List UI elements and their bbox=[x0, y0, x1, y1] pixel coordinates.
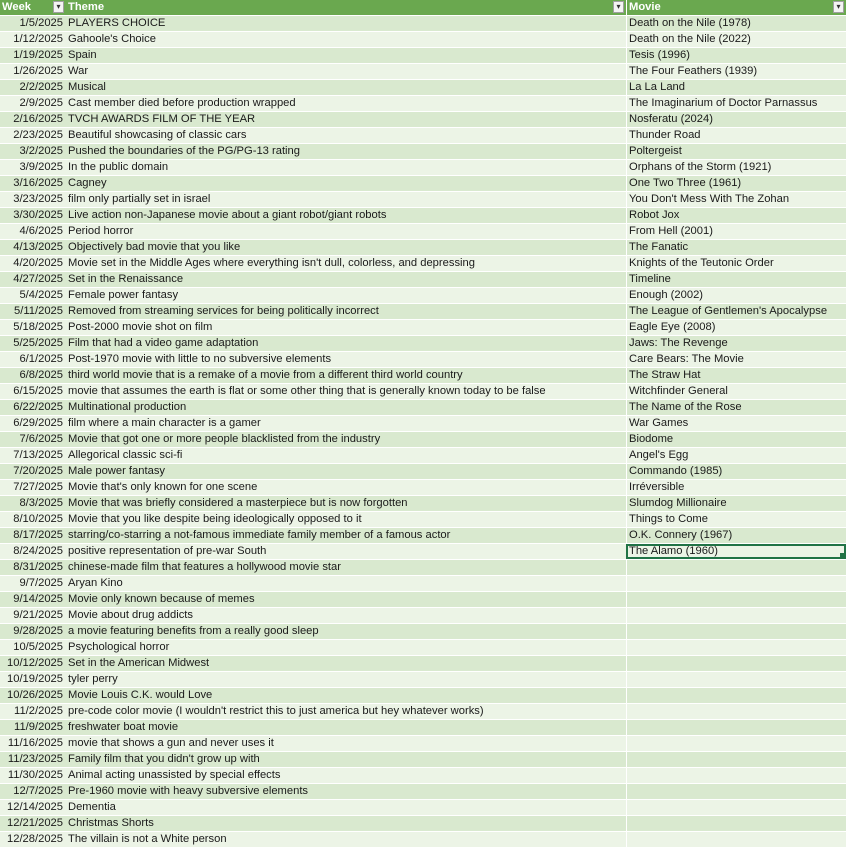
table-row bbox=[0, 32, 846, 48]
table-row bbox=[0, 608, 846, 624]
movie-cell[interactable]: Death on the Nile (2022) bbox=[626, 32, 846, 47]
filter-dropdown-icon[interactable]: ▾ bbox=[53, 1, 64, 13]
theme-cell[interactable]: Gahoole's Choice bbox=[68, 33, 156, 45]
week-cell[interactable]: 5/18/2025 bbox=[13, 321, 63, 333]
table-body bbox=[0, 16, 846, 848]
movie-cell[interactable]: The Four Feathers (1939) bbox=[626, 64, 846, 79]
movie-cell[interactable] bbox=[626, 784, 846, 799]
header-movie[interactable] bbox=[626, 0, 846, 15]
table-header-row bbox=[0, 0, 846, 16]
theme-cell[interactable]: Female power fantasy bbox=[68, 289, 179, 301]
week-cell[interactable]: 10/26/2025 bbox=[7, 689, 63, 701]
week-cell[interactable]: 12/7/2025 bbox=[13, 785, 63, 797]
movie-cell[interactable]: Commando (1985) bbox=[626, 464, 846, 479]
movie-cell[interactable]: Robot Jox bbox=[626, 208, 846, 223]
week-cell[interactable]: 4/13/2025 bbox=[13, 241, 63, 253]
table-row bbox=[0, 560, 846, 576]
table-row bbox=[0, 96, 846, 112]
theme-cell[interactable]: Christmas Shorts bbox=[68, 817, 154, 829]
week-cell[interactable]: 7/13/2025 bbox=[13, 449, 63, 461]
movie-cell[interactable]: One Two Three (1961) bbox=[626, 176, 846, 191]
week-cell[interactable]: 3/9/2025 bbox=[19, 161, 63, 173]
theme-cell[interactable]: freshwater boat movie bbox=[68, 721, 179, 733]
table-row bbox=[0, 432, 846, 448]
movie-cell[interactable]: Poltergeist bbox=[626, 144, 846, 159]
table-row bbox=[0, 272, 846, 288]
week-cell[interactable]: 6/1/2025 bbox=[19, 353, 63, 365]
header-week-label: Week bbox=[2, 1, 32, 13]
table-row bbox=[0, 544, 846, 560]
theme-cell[interactable]: Post-2000 movie shot on film bbox=[68, 321, 213, 333]
table-row bbox=[0, 496, 846, 512]
movie-cell[interactable]: Timeline bbox=[626, 272, 846, 287]
theme-cell[interactable]: Family film that you didn't grow up with bbox=[68, 753, 260, 765]
theme-cell[interactable]: Movie that got one or more people blacklisted from the industry bbox=[68, 433, 381, 445]
theme-cell[interactable]: Film that had a video game adaptation bbox=[68, 337, 259, 349]
table-row bbox=[0, 656, 846, 672]
week-cell[interactable]: 6/29/2025 bbox=[13, 417, 63, 429]
theme-cell[interactable]: Movie that's only known for one scene bbox=[68, 481, 258, 493]
week-cell[interactable]: 11/16/2025 bbox=[7, 737, 63, 749]
theme-cell[interactable]: movie that shows a gun and never uses it bbox=[68, 737, 274, 749]
week-cell[interactable]: 1/26/2025 bbox=[13, 65, 63, 77]
week-cell[interactable]: 10/12/2025 bbox=[7, 657, 63, 669]
week-cell[interactable]: 11/30/2025 bbox=[7, 769, 63, 781]
movie-cell[interactable] bbox=[626, 560, 846, 575]
week-cell[interactable]: 2/23/2025 bbox=[13, 129, 63, 141]
table-row bbox=[0, 192, 846, 208]
week-cell[interactable]: 4/27/2025 bbox=[13, 273, 63, 285]
table-row bbox=[0, 16, 846, 32]
week-cell[interactable]: 7/6/2025 bbox=[19, 433, 63, 445]
table-row bbox=[0, 768, 846, 784]
theme-cell[interactable]: In the public domain bbox=[68, 161, 169, 173]
movie-cell[interactable]: Care Bears: The Movie bbox=[626, 352, 846, 367]
movie-cell[interactable]: The Straw Hat bbox=[626, 368, 846, 383]
table-row bbox=[0, 224, 846, 240]
movie-cell[interactable] bbox=[626, 736, 846, 751]
header-movie-label: Movie bbox=[629, 1, 661, 13]
theme-cell[interactable]: tyler perry bbox=[68, 673, 118, 685]
movie-cell[interactable]: The Imaginarium of Doctor Parnassus bbox=[626, 96, 846, 111]
movie-cell[interactable] bbox=[626, 816, 846, 831]
theme-cell[interactable]: Movie that was briefly considered a masterpiece but is now forgotten bbox=[68, 497, 408, 509]
table-row bbox=[0, 240, 846, 256]
movie-cell[interactable]: Jaws: The Revenge bbox=[626, 336, 846, 351]
week-cell[interactable]: 7/27/2025 bbox=[13, 481, 63, 493]
movie-cell[interactable]: Angel's Egg bbox=[626, 448, 846, 463]
theme-cell[interactable]: starring/co-starring a not-famous immediate family member of a famous actor bbox=[68, 529, 451, 541]
header-theme[interactable] bbox=[66, 0, 626, 15]
table-row bbox=[0, 288, 846, 304]
theme-cell[interactable]: Objectively bad movie that you like bbox=[68, 241, 241, 253]
movie-cell[interactable] bbox=[626, 576, 846, 591]
movie-cell[interactable] bbox=[626, 672, 846, 687]
week-cell[interactable]: 2/9/2025 bbox=[19, 97, 63, 109]
theme-cell[interactable]: TVCH AWARDS FILM OF THE YEAR bbox=[68, 113, 256, 125]
table-row bbox=[0, 512, 846, 528]
theme-cell[interactable]: PLAYERS CHOICE bbox=[68, 17, 166, 29]
table-row bbox=[0, 160, 846, 176]
movie-cell[interactable]: La La Land bbox=[626, 80, 846, 95]
movie-cell[interactable]: The League of Gentlemen's Apocalypse bbox=[626, 304, 846, 319]
movie-cell[interactable]: From Hell (2001) bbox=[626, 224, 846, 239]
theme-cell[interactable]: Movie set in the Middle Ages where everything isn't dull, colorless, and depressing bbox=[68, 257, 475, 269]
table-row bbox=[0, 672, 846, 688]
week-cell[interactable]: 2/2/2025 bbox=[19, 81, 63, 93]
theme-cell[interactable]: Dementia bbox=[68, 801, 116, 813]
filter-dropdown-icon[interactable]: ▾ bbox=[613, 1, 624, 13]
theme-cell[interactable]: Movie that you like despite being ideologically opposed to it bbox=[68, 513, 362, 525]
week-cell[interactable]: 9/7/2025 bbox=[19, 577, 63, 589]
movie-cell[interactable]: Enough (2002) bbox=[626, 288, 846, 303]
movie-cell[interactable] bbox=[626, 704, 846, 719]
theme-cell[interactable]: Musical bbox=[68, 81, 106, 93]
week-cell[interactable]: 2/16/2025 bbox=[13, 113, 63, 125]
theme-cell[interactable]: film where a main character is a gamer bbox=[68, 417, 261, 429]
theme-cell[interactable]: Pushed the boundaries of the PG/PG-13 rating bbox=[68, 145, 300, 157]
table-row bbox=[0, 128, 846, 144]
theme-cell[interactable]: Allegorical classic sci-fi bbox=[68, 449, 183, 461]
week-cell[interactable]: 8/3/2025 bbox=[19, 497, 63, 509]
week-cell[interactable]: 6/15/2025 bbox=[13, 385, 63, 397]
table-row bbox=[0, 256, 846, 272]
theme-cell[interactable]: Male power fantasy bbox=[68, 465, 166, 477]
table-row bbox=[0, 832, 846, 848]
theme-cell[interactable]: Aryan Kino bbox=[68, 577, 123, 589]
theme-cell[interactable]: Pre-1960 movie with heavy subversive elements bbox=[68, 785, 309, 797]
week-cell[interactable]: 1/19/2025 bbox=[13, 49, 63, 61]
movie-cell[interactable] bbox=[626, 800, 846, 815]
week-cell[interactable]: 11/2/2025 bbox=[14, 705, 63, 717]
week-cell[interactable]: 3/16/2025 bbox=[13, 177, 63, 189]
theme-cell[interactable]: Live action non-Japanese movie about a giant robot/giant robots bbox=[68, 209, 387, 221]
table-row bbox=[0, 752, 846, 768]
table-row bbox=[0, 816, 846, 832]
week-cell[interactable]: 10/19/2025 bbox=[7, 673, 63, 685]
movie-cell[interactable] bbox=[626, 720, 846, 735]
movie-cell[interactable]: Irréversible bbox=[626, 480, 846, 495]
week-cell[interactable]: 11/9/2025 bbox=[14, 721, 63, 733]
table-row bbox=[0, 784, 846, 800]
theme-cell[interactable]: Animal acting unassisted by special effects bbox=[68, 769, 281, 781]
week-cell[interactable]: 4/20/2025 bbox=[13, 257, 63, 269]
movie-cell[interactable] bbox=[626, 592, 846, 607]
movie-cell[interactable]: The Name of the Rose bbox=[626, 400, 846, 415]
table-row bbox=[0, 352, 846, 368]
theme-cell[interactable]: Movie about drug addicts bbox=[68, 609, 194, 621]
movie-cell[interactable]: The Fanatic bbox=[626, 240, 846, 255]
filter-dropdown-icon[interactable]: ▾ bbox=[833, 1, 844, 13]
table-row bbox=[0, 176, 846, 192]
movie-cell[interactable] bbox=[626, 688, 846, 703]
week-cell[interactable]: 5/25/2025 bbox=[13, 337, 63, 349]
week-cell[interactable]: 5/11/2025 bbox=[14, 305, 63, 317]
table-row bbox=[0, 64, 846, 80]
theme-cell[interactable]: Set in the Renaissance bbox=[68, 273, 184, 285]
week-cell[interactable]: 11/23/2025 bbox=[7, 753, 63, 765]
week-cell[interactable]: 3/2/2025 bbox=[19, 145, 63, 157]
header-week[interactable] bbox=[0, 0, 66, 15]
week-cell[interactable]: 9/21/2025 bbox=[13, 609, 63, 621]
movie-cell[interactable] bbox=[626, 768, 846, 783]
table-row bbox=[0, 400, 846, 416]
theme-cell[interactable]: Spain bbox=[68, 49, 97, 61]
movie-cell[interactable]: Things to Come bbox=[626, 512, 846, 527]
theme-cell[interactable]: Multinational production bbox=[68, 401, 187, 413]
theme-cell[interactable]: chinese-made film that features a hollywood movie star bbox=[68, 561, 341, 573]
table-row bbox=[0, 592, 846, 608]
week-cell[interactable]: 8/17/2025 bbox=[13, 529, 63, 541]
theme-cell[interactable]: Removed from streaming services for being politically incorrect bbox=[68, 305, 379, 317]
week-cell[interactable]: 7/20/2025 bbox=[13, 465, 63, 477]
movie-cell[interactable]: War Games bbox=[626, 416, 846, 431]
table-row bbox=[0, 384, 846, 400]
table-row bbox=[0, 528, 846, 544]
table-row bbox=[0, 208, 846, 224]
table-row bbox=[0, 448, 846, 464]
week-cell[interactable]: 12/21/2025 bbox=[7, 817, 63, 829]
theme-cell[interactable]: The villain is not a White person bbox=[68, 833, 227, 845]
theme-cell[interactable]: Cast member died before production wrapped bbox=[68, 97, 296, 109]
movie-cell[interactable]: Slumdog Millionaire bbox=[626, 496, 846, 511]
theme-cell[interactable]: third world movie that is a remake of a movie from a different third world country bbox=[68, 369, 463, 381]
selection-fill-handle[interactable] bbox=[840, 553, 846, 559]
week-cell[interactable]: 9/14/2025 bbox=[13, 593, 63, 605]
week-cell[interactable]: 8/24/2025 bbox=[13, 545, 63, 557]
table-row bbox=[0, 144, 846, 160]
movie-cell[interactable] bbox=[626, 624, 846, 639]
theme-cell[interactable]: positive representation of pre-war South bbox=[68, 545, 267, 557]
week-cell[interactable]: 5/4/2025 bbox=[19, 289, 63, 301]
table-row bbox=[0, 640, 846, 656]
theme-cell[interactable]: a movie featuring benefits from a really good sleep bbox=[68, 625, 319, 637]
movie-cell[interactable]: Witchfinder General bbox=[626, 384, 846, 399]
week-cell[interactable]: 4/6/2025 bbox=[19, 225, 63, 237]
week-cell[interactable]: 3/30/2025 bbox=[13, 209, 63, 221]
table-row bbox=[0, 416, 846, 432]
theme-cell[interactable]: movie that assumes the earth is flat or some other thing that is generally known today to be false bbox=[68, 385, 546, 397]
movie-cell[interactable] bbox=[626, 640, 846, 655]
movie-cell[interactable]: Biodome bbox=[626, 432, 846, 447]
table-row bbox=[0, 736, 846, 752]
table-row bbox=[0, 80, 846, 96]
table-row bbox=[0, 304, 846, 320]
movie-cell[interactable]: The Alamo (1960) bbox=[626, 544, 846, 559]
theme-cell[interactable]: Post-1970 movie with little to no subversive elements bbox=[68, 353, 332, 365]
table-row bbox=[0, 480, 846, 496]
week-cell[interactable]: 8/10/2025 bbox=[13, 513, 63, 525]
table-row bbox=[0, 320, 846, 336]
movie-cell[interactable] bbox=[626, 752, 846, 767]
table-row bbox=[0, 720, 846, 736]
movie-cell[interactable] bbox=[626, 608, 846, 623]
week-cell[interactable]: 9/28/2025 bbox=[13, 625, 63, 637]
header-theme-label: Theme bbox=[68, 1, 105, 13]
table-row bbox=[0, 800, 846, 816]
week-cell[interactable]: 12/14/2025 bbox=[7, 801, 63, 813]
table-row bbox=[0, 368, 846, 384]
movie-cell[interactable]: Thunder Road bbox=[626, 128, 846, 143]
week-cell[interactable]: 6/8/2025 bbox=[19, 369, 63, 381]
movie-cell[interactable]: Tesis (1996) bbox=[626, 48, 846, 63]
theme-cell[interactable]: Set in the American Midwest bbox=[68, 657, 210, 669]
table-row bbox=[0, 112, 846, 128]
theme-cell[interactable]: Period horror bbox=[68, 225, 134, 237]
table-row bbox=[0, 336, 846, 352]
movie-cell[interactable] bbox=[626, 832, 846, 847]
movie-cell[interactable]: Nosferatu (2024) bbox=[626, 112, 846, 127]
movie-cell[interactable]: O.K. Connery (1967) bbox=[626, 528, 846, 543]
theme-cell[interactable]: Psychological horror bbox=[68, 641, 170, 653]
theme-cell[interactable]: pre-code color movie (I wouldn't restrict this to just america but hey whatever works) bbox=[68, 705, 484, 717]
theme-cell[interactable]: Cagney bbox=[68, 177, 107, 189]
movie-cell[interactable]: Knights of the Teutonic Order bbox=[626, 256, 846, 271]
movie-cell[interactable]: Eagle Eye (2008) bbox=[626, 320, 846, 335]
theme-cell[interactable]: Beautiful showcasing of classic cars bbox=[68, 129, 247, 141]
table-row bbox=[0, 464, 846, 480]
movie-cell[interactable]: You Don't Mess With The Zohan bbox=[626, 192, 846, 207]
week-cell[interactable]: 3/23/2025 bbox=[13, 193, 63, 205]
movie-cell[interactable]: Death on the Nile (1978) bbox=[626, 16, 846, 31]
movie-cell[interactable] bbox=[626, 656, 846, 671]
table-row bbox=[0, 704, 846, 720]
movie-cell[interactable]: Orphans of the Storm (1921) bbox=[626, 160, 846, 175]
week-cell[interactable]: 6/22/2025 bbox=[13, 401, 63, 413]
theme-cell[interactable]: Movie Louis C.K. would Love bbox=[68, 689, 213, 701]
table-row bbox=[0, 688, 846, 704]
table-row bbox=[0, 576, 846, 592]
theme-cell[interactable]: film only partially set in israel bbox=[68, 193, 211, 205]
table-row bbox=[0, 624, 846, 640]
week-cell[interactable]: 8/31/2025 bbox=[13, 561, 63, 573]
table-row bbox=[0, 48, 846, 64]
week-cell[interactable]: 1/12/2025 bbox=[13, 33, 63, 45]
week-cell[interactable]: 12/28/2025 bbox=[7, 833, 63, 845]
week-cell[interactable]: 1/5/2025 bbox=[19, 17, 63, 29]
theme-cell[interactable]: Movie only known because of memes bbox=[68, 593, 255, 605]
theme-cell[interactable]: War bbox=[68, 65, 89, 77]
week-cell[interactable]: 10/5/2025 bbox=[13, 641, 63, 653]
